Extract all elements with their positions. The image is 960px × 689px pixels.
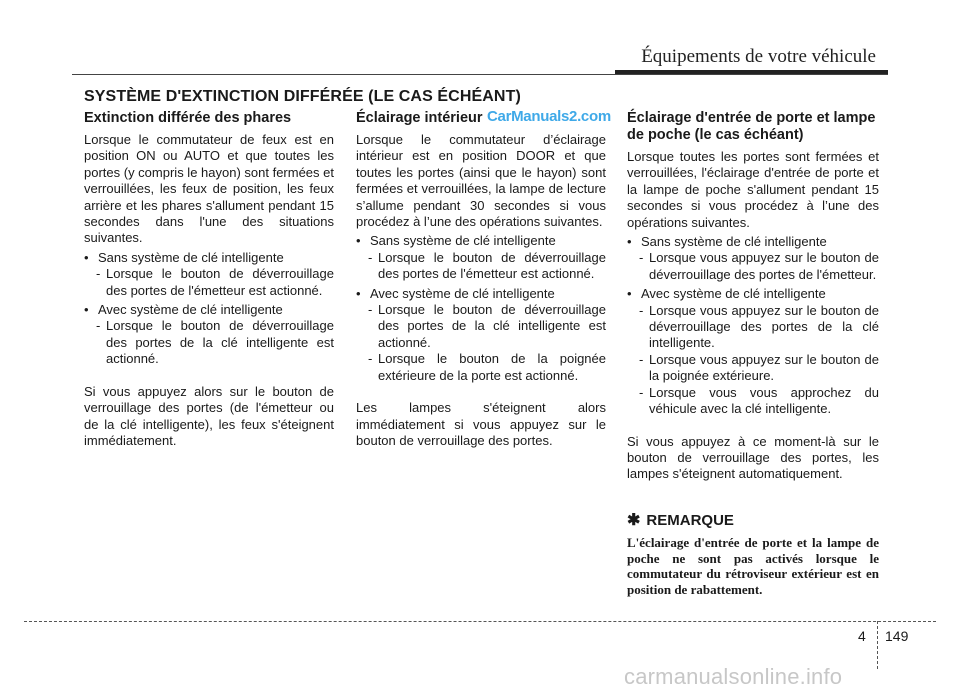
sub-text: Lorsque le bouton de déverrouillage des portes de la clé intelligente est actionné. [378, 302, 606, 350]
sub-text: Lorsque le bouton de déverrouillage des portes de la clé intelligente est actionné. [106, 318, 334, 367]
col1-sub [84, 318, 334, 367]
dash-icon: - [368, 351, 373, 367]
footer-page-number: 149 [885, 628, 909, 644]
section-title: SYSTÈME D'EXTINCTION DIFFÉRÉE (LE CAS ÉCHÉANT) [84, 88, 521, 105]
col2-sub [356, 250, 606, 283]
dash-icon: - [368, 249, 373, 265]
column-2 [356, 110, 606, 449]
column-1 [84, 110, 334, 449]
bullet-label: Avec système de clé intelligente [370, 285, 555, 301]
col1-heading: Extinction différée des phares [84, 110, 292, 126]
dash-icon: - [639, 302, 644, 318]
col2-bullet [356, 286, 606, 302]
bullet-dot-icon: • [356, 233, 361, 249]
bullet-dot-icon: • [627, 286, 632, 302]
star-asterisk-icon: ✱ [627, 511, 641, 529]
sub-text: Lorsque vous appuyez sur le bouton de la poignée extérieure. [649, 351, 879, 384]
note-title: REMARQUE [646, 511, 734, 529]
header-thin-rule [72, 74, 888, 75]
dash-icon: - [96, 266, 101, 282]
footer-dashed-rule [24, 621, 936, 622]
col2-sub [356, 302, 606, 351]
spacer [627, 418, 879, 434]
col3-outro: Si vous appuyez à ce moment-là sur le bouton de verrouillage des portes, les lampes s'éteignent automatiquement. [627, 433, 879, 482]
note-body: L'éclairage d'entrée de porte et la lampe de poche ne sont pas activés lorsque le commutateur du rétroviseur extérieur est en position de rabattement. [627, 535, 879, 597]
dash-icon: - [639, 250, 644, 266]
bullet-label: Sans système de clé intelligente [370, 233, 556, 249]
bullet-dot-icon: • [356, 285, 361, 301]
col3-sub [627, 250, 879, 283]
sub-text: Lorsque le bouton de la poignée extérieure de la porte est actionné. [378, 351, 606, 383]
bullet-label: Sans système de clé intelligente [98, 249, 284, 265]
spacer [356, 384, 606, 400]
column-3 [627, 110, 879, 597]
bullet-dot-icon: • [84, 302, 89, 318]
footer-chapter: 4 [858, 628, 866, 644]
col1-sub [84, 266, 334, 299]
dash-icon: - [368, 302, 373, 318]
bullet-label: Avec système de clé intelligente [98, 302, 283, 318]
col1-outro: Si vous appuyez alors sur le bouton de verrouillage des portes (de l'émetteur ou de la clé intelligente), les feux s'éteignent immédiatement. [84, 383, 334, 448]
sub-text: Lorsque le bouton de déverrouillage des portes de l'émetteur est actionné. [378, 249, 606, 282]
col3-heading: Éclairage d'entrée de porte et lampe de poche (le cas échéant) [627, 110, 876, 143]
sub-text: Lorsque vous appuyez sur le bouton de déverrouillage des portes de l'émetteur. [649, 250, 879, 282]
sub-text: Lorsque vous vous approchez du véhicule avec la clé intelligente. [649, 384, 879, 417]
col3-sub [627, 303, 879, 352]
bullet-label: Sans système de clé intelligente [641, 234, 827, 250]
col1-bullet [84, 250, 334, 266]
sub-text: Lorsque vous appuyez sur le bouton de déverrouillage des portes de la clé intelligente. [649, 302, 879, 351]
dash-icon: - [639, 384, 644, 400]
col2-intro: Lorsque le commutateur d’éclairage intérieur est en position DOOR et que toutes les portes (ainsi que le hayon) sont fermées et verrouillées, la lampe de lecture s’allume pendant 30 secondes si vous procédez à l’une des opérations suivantes. [356, 132, 606, 230]
col2-heading: Éclairage intérieur [356, 110, 483, 126]
col3-sub [627, 352, 879, 385]
bullet-dot-icon: • [84, 249, 89, 265]
col2-outro: Les lampes s'éteignent alors immédiatement si vous appuyez sur le bouton de verrouillage des portes. [356, 400, 606, 448]
col3-bullet [627, 234, 879, 250]
bottom-watermark: carmanualsonline.info [624, 664, 843, 689]
footer-vertical-dash [877, 621, 878, 669]
dash-icon: - [96, 318, 101, 334]
col1-intro: Lorsque le commutateur de feux est en position ON ou AUTO et que toutes les portes (y compris le hayon) sont fermées et verrouillées, les feux de position, les feux arrière et les phares s'allument pendant 15 secondes dans l'une des situations suivantes. [84, 132, 334, 246]
col2-sub [356, 351, 606, 384]
dash-icon: - [639, 351, 644, 367]
watermark-carmanuals: CarManuals2.com [487, 108, 611, 125]
col1-bullet [84, 302, 334, 318]
col3-bullet [627, 286, 879, 302]
col3-intro: Lorsque toutes les portes sont fermées et verrouillées, l'éclairage d'entrée de porte et la lampe de poche s'allument pendant 15 secondes si vous procédez à l’une des opérations suivantes. [627, 149, 879, 230]
col2-bullet [356, 233, 606, 249]
col3-sub [627, 385, 879, 418]
bullet-dot-icon: • [627, 234, 632, 250]
header-title: Équipements de votre véhicule [641, 46, 876, 67]
bullet-label: Avec système de clé intelligente [641, 286, 826, 302]
spacer [84, 368, 334, 384]
note-heading [627, 513, 879, 529]
sub-text: Lorsque le bouton de déverrouillage des portes de l'émetteur est actionné. [106, 266, 334, 298]
